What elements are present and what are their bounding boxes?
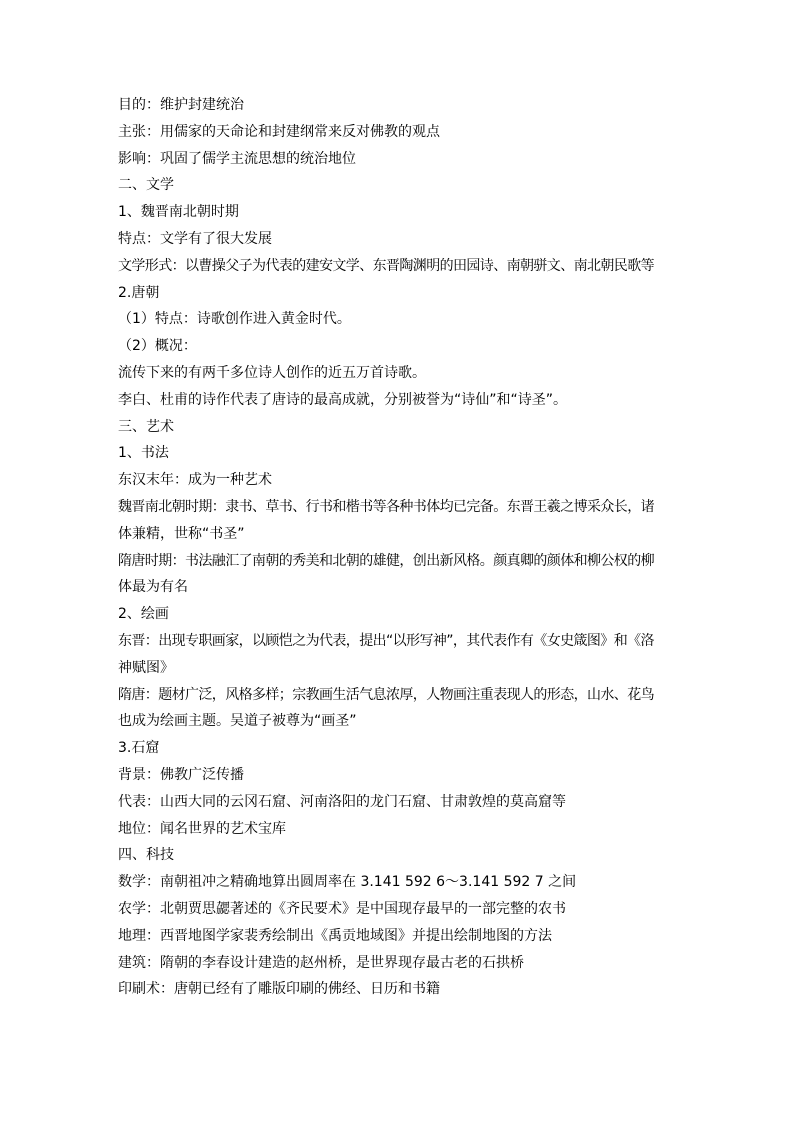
section-heading: 四、科技 xyxy=(118,847,174,864)
text-line: 农学：北朝贾思勰著述的《齐民要术》是中国现存最早的一部完整的农书 xyxy=(118,900,566,917)
text-line: 体最为有名 xyxy=(118,579,188,596)
text-line: 特点：文学有了很大发展 xyxy=(118,230,272,247)
text-line: 背景：佛教广泛传播 xyxy=(118,766,244,783)
document-body xyxy=(118,92,678,1003)
subsection-heading: 2.唐朝 xyxy=(118,284,160,301)
subsection-heading: 1、魏晋南北朝时期 xyxy=(118,204,239,221)
text-line: 建筑：隋朝的李春设计建造的赵州桥，是世界现存最古老的石拱桥 xyxy=(118,954,524,971)
section-heading: 三、艺术 xyxy=(118,418,174,435)
text-line: 也成为绘画主题。吴道子被尊为“画圣” xyxy=(118,713,357,730)
text-line: 地位：闻名世界的艺术宝库 xyxy=(118,820,286,837)
text-line: 地理：西晋地图学家裴秀绘制出《禹贡地域图》并提出绘制地图的方法 xyxy=(118,927,552,944)
text-line: （2）概况： xyxy=(118,338,197,355)
text-line: （1）特点：诗歌创作进入黄金时代。 xyxy=(118,311,351,328)
subsection-heading: 2、绘画 xyxy=(118,606,169,623)
text-line: 数学：南朝祖冲之精确地算出圆周率在 3.141 592 6～3.141 592 7 之间 xyxy=(118,874,577,891)
subsection-heading: 1、书法 xyxy=(118,445,169,462)
text-line: 印刷术：唐朝已经有了雕版印刷的佛经、日历和书籍 xyxy=(118,981,440,998)
text-line: 李白、杜甫的诗作代表了唐诗的最高成就，分别被誉为“诗仙”和“诗圣”。 xyxy=(118,391,568,408)
text-line: 东晋：出现专职画家，以顾恺之为代表，提出“以形写神”，其代表作有《女史箴图》和《洛 xyxy=(118,632,654,649)
text-line: 魏晋南北朝时期：隶书、草书、行书和楷书等各种书体均已完备。东晋王羲之博采众长，诸 xyxy=(118,498,654,515)
text-line: 隋唐时期：书法融汇了南朝的秀美和北朝的雄健，创出新风格。颜真卿的颜体和柳公权的柳 xyxy=(118,552,654,569)
text-line: 主张：用儒家的天命论和封建纲常来反对佛教的观点 xyxy=(118,123,440,140)
subsection-heading: 3.石窟 xyxy=(118,740,160,757)
text-line: 代表：山西大同的云冈石窟、河南洛阳的龙门石窟、甘肃敦煌的莫高窟等 xyxy=(118,793,566,810)
section-heading: 二、文学 xyxy=(118,177,174,194)
text-line: 流传下来的有两千多位诗人创作的近五万首诗歌。 xyxy=(118,364,426,381)
text-line: 体兼精，世称“书圣” xyxy=(118,525,245,542)
text-line: 影响：巩固了儒学主流思想的统治地位 xyxy=(118,150,356,167)
text-line: 神赋图》 xyxy=(118,659,174,676)
text-line: 目的：维护封建统治 xyxy=(118,97,244,113)
text-line: 隋唐：题材广泛，风格多样；宗教画生活气息浓厚，人物画注重表现人的形态，山水、花鸟 xyxy=(118,686,654,703)
text-line: 东汉末年：成为一种艺术 xyxy=(118,472,272,489)
text-line: 文学形式：以曹操父子为代表的建安文学、东晋陶渊明的田园诗、南朝骈文、南北朝民歌等 xyxy=(118,257,654,274)
